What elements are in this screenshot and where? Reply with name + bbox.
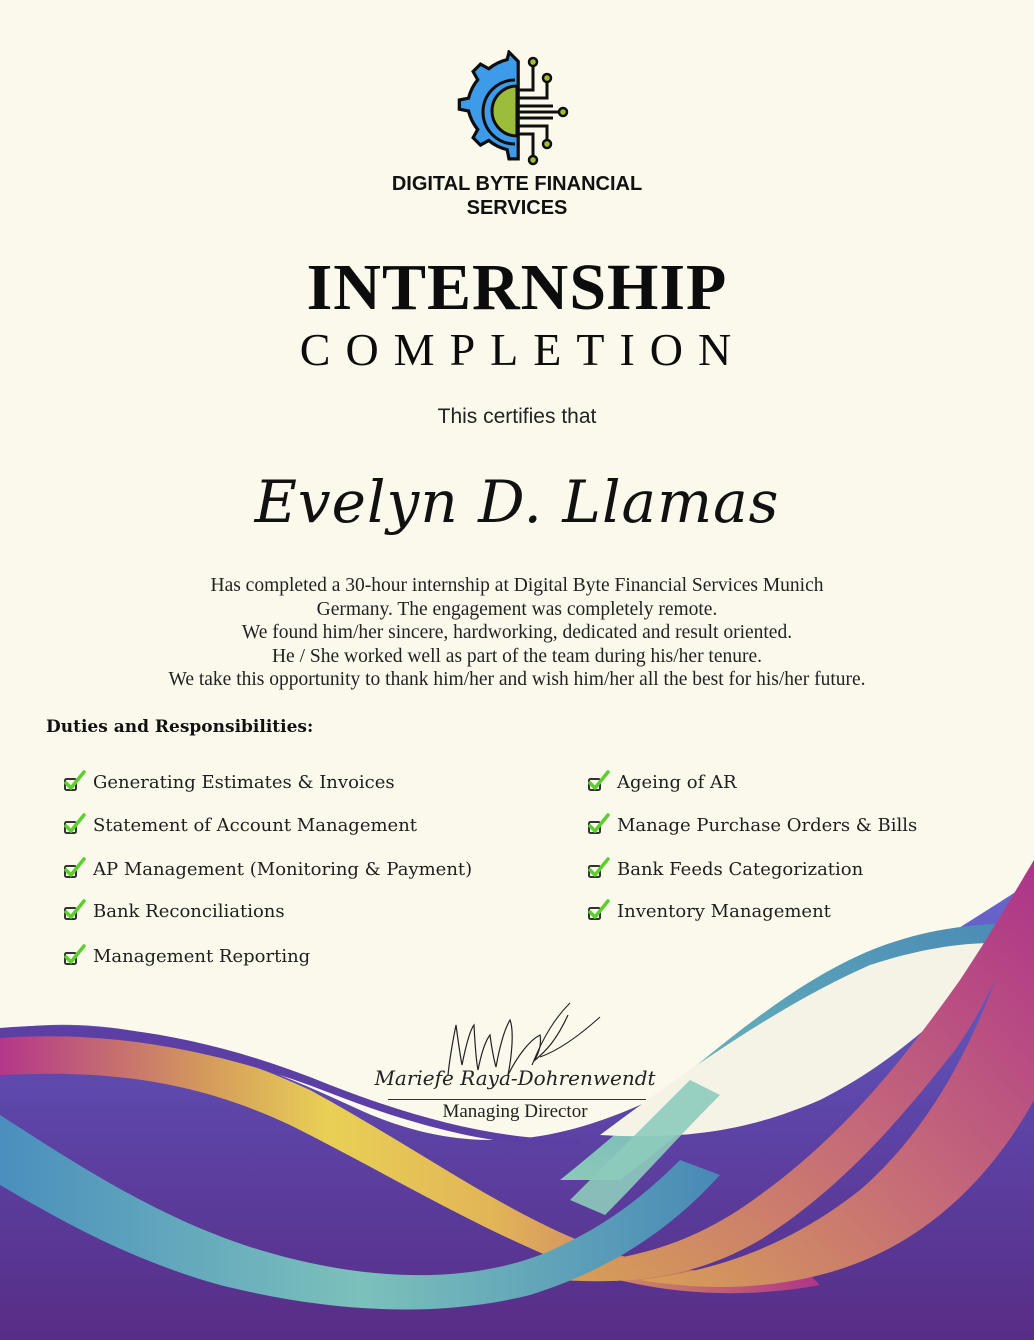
duty-label: Manage Purchase Orders & Bills (617, 814, 918, 836)
body-line: He / She worked well as part of the team during his/her tenure. (271, 645, 763, 667)
checkbox-checked-icon (586, 898, 612, 924)
duty-item (62, 943, 310, 969)
duty-label: Statement of Account Management (93, 814, 418, 836)
body-line: Germany. The engagement was completely remote. (316, 598, 718, 620)
duty-item (586, 856, 863, 882)
body-line: We take this opportunity to thank him/her and wish him/her all the best for his/her future. (168, 669, 866, 690)
checkbox-checked-icon (586, 856, 612, 882)
duty-item (586, 898, 831, 924)
checkbox-checked-icon (62, 769, 88, 795)
duty-item (62, 898, 285, 924)
duties-heading: Duties and Responsibilities: (46, 717, 314, 737)
company-name (0, 172, 1034, 220)
duty-item (62, 812, 417, 838)
duty-item (62, 856, 472, 882)
duty-label: Ageing of AR (617, 771, 737, 793)
certificate-title: INTERNSHIP (306, 251, 728, 324)
checkbox-checked-icon (586, 769, 612, 795)
signatory-name: Mariefe Raya-Dohrenwendt (374, 1066, 656, 1090)
certificate-body (0, 574, 1034, 692)
body-line: Has completed a 30-hour internship at Digital Byte Financial Services Munich (210, 575, 824, 596)
duty-label: Bank Feeds Categorization (617, 858, 864, 880)
duty-item (586, 769, 737, 795)
duty-label: Inventory Management (617, 900, 831, 922)
company-name-line2: SERVICES (466, 197, 568, 219)
certificate-subtitle: COMPLETION (299, 324, 747, 375)
gear-circuit-logo-icon (455, 50, 579, 172)
duty-label: Generating Estimates & Invoices (93, 771, 395, 793)
recipient-name: Evelyn D. Llamas (254, 468, 780, 536)
duty-item (586, 812, 917, 838)
company-name-line1: DIGITAL BYTE FINANCIAL (391, 173, 643, 195)
checkbox-checked-icon (62, 898, 88, 924)
checkbox-checked-icon (62, 943, 88, 969)
duty-label: Bank Reconciliations (93, 900, 285, 922)
checkbox-checked-icon (62, 856, 88, 882)
body-line: We found him/her sincere, hardworking, dedicated and result oriented. (241, 622, 793, 643)
certifies-label: This certifies that (437, 405, 597, 428)
checkbox-checked-icon (586, 812, 612, 838)
checkbox-checked-icon (62, 812, 88, 838)
signatory-title: Managing Director (442, 1101, 588, 1122)
duty-label: Management Reporting (93, 945, 311, 967)
duty-label: AP Management (Monitoring & Payment) (93, 858, 473, 880)
signature-line (388, 1099, 646, 1100)
duty-item (62, 769, 395, 795)
